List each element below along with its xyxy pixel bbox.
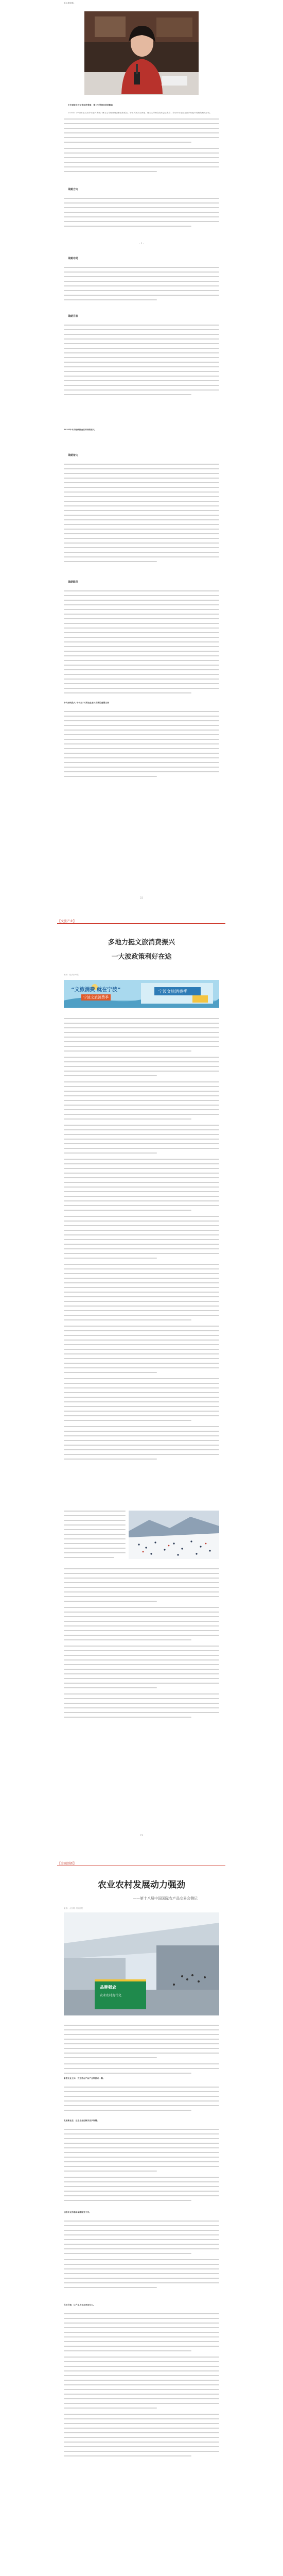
article-subtitle: ——第十八届中国国际农产品交易会侧记 — [133, 1896, 198, 1901]
paragraph-block — [64, 2313, 219, 2460]
subheading-b: 发展新业态，这是企业在解决更多问题。 — [64, 2120, 99, 2122]
paragraph-block — [64, 2129, 219, 2205]
highlight-text: 2020年中央财政资金安排持续加大 — [64, 429, 95, 431]
paragraph-block-left — [64, 1511, 126, 1562]
intro-text: 原标题如题。 — [64, 2, 76, 4]
banner-headline: “文旅消费 就在宁波” — [71, 987, 121, 993]
subheading-c: 加强支农的基础保障服务工作。 — [64, 2211, 92, 2213]
subheading-d: 科技引领，让产业从支农更加有力。 — [64, 2304, 95, 2306]
paragraph-block — [64, 267, 219, 304]
banner-subline: 宁波文旅消费季 — [81, 994, 111, 1001]
article-title: 多地力挺文旅消费振兴 — [108, 939, 175, 946]
paragraph-block — [64, 1568, 219, 1721]
lede-body: 2020年《中央财政支持乡村振兴观察》博士生导师详细讲解政策要点。中国人民大学教授、博士生导师在发布会上发言，介绍中央财政支持乡村振兴观察的相关情况。 — [68, 112, 212, 114]
paragraph-block — [64, 1018, 219, 1463]
paragraph-block — [64, 2025, 219, 2077]
article-lede — [64, 103, 219, 118]
ski-resort-photo — [129, 1511, 219, 1559]
paragraph-block — [64, 2087, 219, 2114]
article-source: 来源：人民网 人民日报 — [64, 1907, 83, 1909]
paragraph-block — [64, 464, 219, 566]
section-heading-3: 战略目标 — [68, 315, 79, 318]
article-title: 农业农村发展动力强劲 — [98, 1880, 185, 1890]
expo-photo — [64, 1912, 219, 2015]
section-heading-4: 战略着力 — [68, 454, 79, 457]
subheading-a: 新型农业主体，为这些农产品产业带振兴一隅。 — [64, 2077, 105, 2079]
banner-right-label: 宁波文旅消费季 — [158, 989, 187, 994]
article-source: 来源：经济参考报 — [64, 974, 79, 976]
section-heading-5: 战略路径 — [68, 581, 79, 584]
paragraph-block — [64, 2221, 219, 2292]
page-number: 23 — [139, 1834, 144, 1837]
banner-image — [64, 980, 219, 1008]
caption-bold: 中央财政支持丝带经济观察：博士生导师李某某解读 — [68, 104, 113, 106]
paragraph-block — [64, 118, 219, 176]
section-tag: 【文旅产业】 — [58, 920, 77, 923]
speaker-photo — [84, 11, 199, 95]
page-number: 22 — [139, 896, 144, 900]
article-subtitle: 一大波政策利好在途 — [111, 953, 172, 961]
paragraph-block — [64, 325, 219, 399]
paragraph-block — [64, 590, 219, 697]
divider — [58, 923, 225, 924]
section-tag: 【金融创新】 — [58, 1862, 77, 1866]
page-number: · 1 · — [139, 242, 144, 245]
highlight-text-2: 中央财政投入“十四五”时期农业农村发展的重要支持 — [64, 702, 109, 704]
paragraph-block — [64, 198, 219, 230]
section-heading-2: 战略布局 — [68, 257, 79, 260]
expo-sign-secondary: 农业农村现代化 — [100, 1994, 122, 1997]
section-heading-1: 战略方向 — [68, 188, 79, 191]
paragraph-block — [64, 711, 219, 781]
expo-sign-primary: 品牌强农 — [100, 1985, 116, 1990]
